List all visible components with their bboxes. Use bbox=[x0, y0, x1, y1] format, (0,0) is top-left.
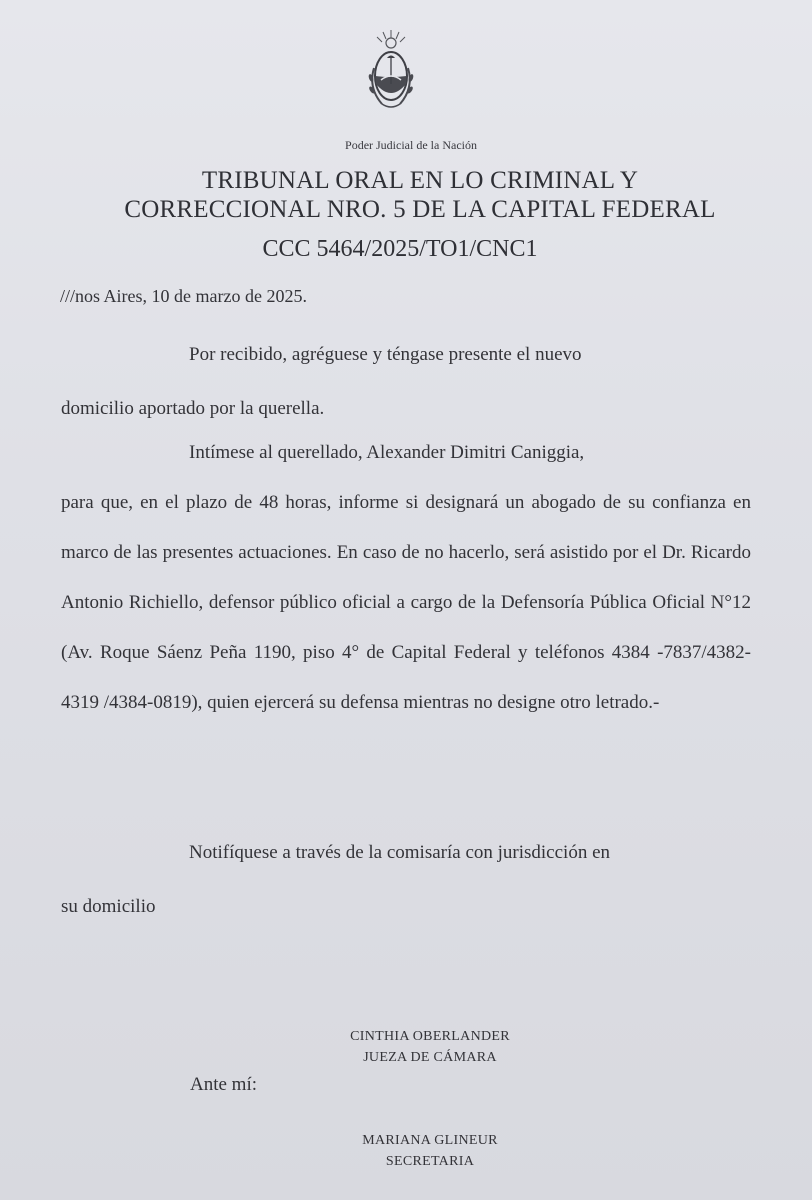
date-line: ///nos Aires, 10 de marzo de 2025. bbox=[60, 286, 307, 306]
paragraph-received-rest: domicilio aportado por la querella. bbox=[61, 398, 325, 419]
court-title-line-1: TRIBUNAL ORAL EN LO CRIMINAL Y bbox=[201, 167, 639, 194]
paragraph-received-first-line: Por recibido, agréguese y téngase presente el nuevo bbox=[189, 344, 582, 365]
paragraph-notify-first-line: Notifíquese a través de la comisaría con jurisdicción en bbox=[189, 842, 611, 863]
paragraph-received bbox=[61, 328, 751, 436]
court-title bbox=[100, 166, 740, 224]
paragraph-summons-first-line: Intímese al querellado, Alexander Dimitri Caniggia, bbox=[189, 442, 585, 463]
paragraph-notify-rest: su domicilio bbox=[61, 896, 156, 917]
court-title-line-2: CORRECCIONAL NRO. 5 DE LA CAPITAL FEDERAL bbox=[124, 196, 716, 223]
secretary-title: SECRETARIA bbox=[385, 1154, 475, 1169]
judge-name: CINTHIA OBERLANDER bbox=[350, 1029, 510, 1044]
national-coat-of-arms-icon bbox=[366, 28, 416, 116]
before-me-label: Ante mí: bbox=[190, 1074, 258, 1095]
institution-name: Poder Judicial de la Nación bbox=[345, 138, 477, 152]
judge-title: JUEZA DE CÁMARA bbox=[363, 1050, 497, 1065]
paragraph-notify bbox=[61, 826, 751, 934]
secretary-name: MARIANA GLINEUR bbox=[362, 1133, 498, 1148]
paragraph-summons bbox=[61, 428, 751, 728]
secretary-signature-block bbox=[250, 1130, 610, 1172]
judge-signature-block bbox=[250, 1026, 610, 1068]
case-number: CCC 5464/2025/TO1/CNC1 bbox=[262, 236, 538, 262]
paragraph-summons-rest: para que, en el plazo de 48 horas, informe si designará un abogado de su confianza en marco de las presentes actuaciones. En caso de no hacerlo, será asistido por el Dr. Ricardo Antonio Richiello, defensor público oficial a cargo de la Defensoría Pública Oficial N°12 (Av. Roque Sáenz Peña 1190, piso 4° de Capital Federal y teléfonos 4384 -7837/4382-4319 /4384-0819), quien ejercerá su defensa mientras no designe otro letrado.- bbox=[61, 492, 751, 713]
